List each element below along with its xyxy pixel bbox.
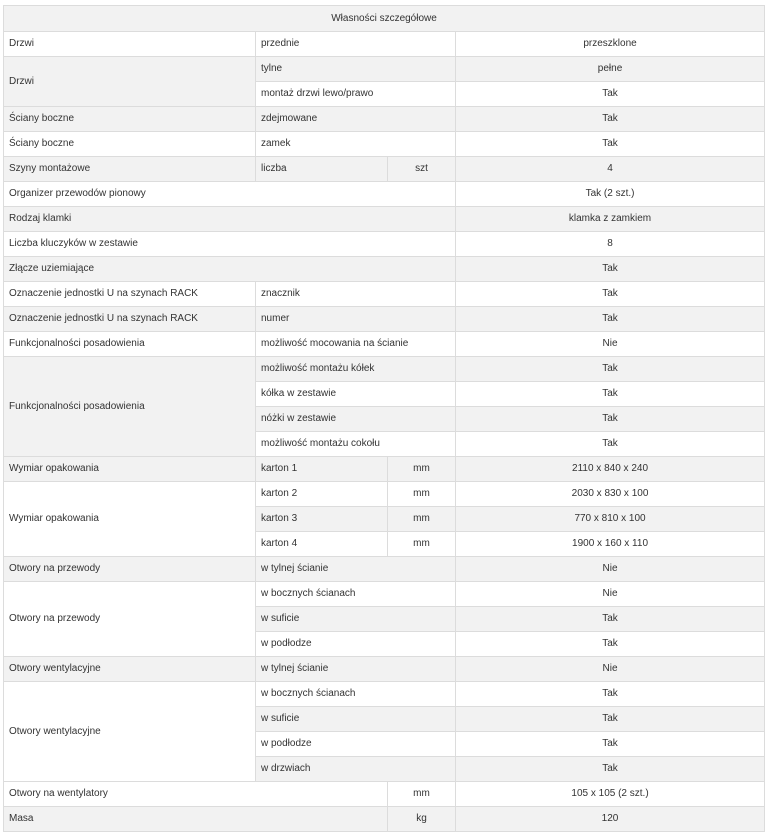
property-name: Ściany boczne — [4, 107, 256, 132]
property-value: pełne — [456, 57, 765, 82]
property-detail: w podłodze — [256, 732, 456, 757]
table-row — [4, 257, 765, 282]
property-name: Liczba kluczyków w zestawie — [4, 232, 456, 257]
property-detail: w tylnej ścianie — [256, 557, 456, 582]
property-detail: w bocznych ścianach — [256, 682, 456, 707]
property-unit: kg — [388, 807, 456, 832]
property-unit: mm — [388, 457, 456, 482]
property-detail: numer — [256, 307, 456, 332]
property-detail: możliwość montażu cokołu — [256, 432, 456, 457]
property-detail: karton 3 — [256, 507, 388, 532]
property-detail: możliwość montażu kółek — [256, 357, 456, 382]
property-value: Tak — [456, 107, 765, 132]
property-detail: montaż drzwi lewo/prawo — [256, 82, 456, 107]
table-row — [4, 107, 765, 132]
property-name: Rodzaj klamki — [4, 207, 456, 232]
table-row — [4, 357, 765, 382]
property-value: 2030 x 830 x 100 — [456, 482, 765, 507]
property-value: Tak — [456, 282, 765, 307]
table-row — [4, 307, 765, 332]
property-detail: zdejmowane — [256, 107, 456, 132]
table-row — [4, 557, 765, 582]
property-name: Organizer przewodów pionowy — [4, 182, 456, 207]
property-detail: przednie — [256, 32, 456, 57]
property-value: przeszklone — [456, 32, 765, 57]
property-detail: w tylnej ścianie — [256, 657, 456, 682]
property-value: Nie — [456, 332, 765, 357]
property-value: 120 — [456, 807, 765, 832]
property-name: Drzwi — [4, 32, 256, 57]
property-name: Funkcjonalności posadowienia — [4, 332, 256, 357]
property-value: Tak — [456, 757, 765, 782]
property-value: Tak — [456, 707, 765, 732]
property-value: Tak — [456, 607, 765, 632]
property-unit: szt — [388, 157, 456, 182]
property-value: 2110 x 840 x 240 — [456, 457, 765, 482]
table-row — [4, 132, 765, 157]
property-unit: mm — [388, 782, 456, 807]
property-name: Otwory wentylacyjne — [4, 682, 256, 782]
property-name: Funkcjonalności posadowienia — [4, 357, 256, 457]
table-row — [4, 807, 765, 832]
property-value: Nie — [456, 657, 765, 682]
property-value: 770 x 810 x 100 — [456, 507, 765, 532]
property-value: Tak — [456, 382, 765, 407]
property-value: Tak — [456, 682, 765, 707]
property-value: Tak — [456, 257, 765, 282]
table-row — [4, 482, 765, 507]
property-value: 105 x 105 (2 szt.) — [456, 782, 765, 807]
property-detail: w bocznych ścianach — [256, 582, 456, 607]
property-detail: liczba — [256, 157, 388, 182]
property-value: Tak — [456, 307, 765, 332]
property-detail: zamek — [256, 132, 456, 157]
property-detail: karton 2 — [256, 482, 388, 507]
property-detail: w podłodze — [256, 632, 456, 657]
property-unit: mm — [388, 532, 456, 557]
property-value: Tak — [456, 357, 765, 382]
property-name: Wymiar opakowania — [4, 482, 256, 557]
property-unit: mm — [388, 507, 456, 532]
property-value: 8 — [456, 232, 765, 257]
property-value: Tak — [456, 632, 765, 657]
property-value: 4 — [456, 157, 765, 182]
property-detail: karton 1 — [256, 457, 388, 482]
property-value: Tak — [456, 432, 765, 457]
property-value: Nie — [456, 557, 765, 582]
property-value: Tak (2 szt.) — [456, 182, 765, 207]
property-name: Drzwi — [4, 57, 256, 107]
table-row — [4, 457, 765, 482]
table-row — [4, 582, 765, 607]
property-value: Tak — [456, 407, 765, 432]
property-name: Otwory wentylacyjne — [4, 657, 256, 682]
specification-table — [3, 5, 765, 832]
property-name: Masa — [4, 807, 388, 832]
table-row — [4, 157, 765, 182]
property-name: Szyny montażowe — [4, 157, 256, 182]
property-detail: tylne — [256, 57, 456, 82]
property-detail: karton 4 — [256, 532, 388, 557]
property-detail: kółka w zestawie — [256, 382, 456, 407]
property-name: Otwory na przewody — [4, 582, 256, 657]
property-name: Wymiar opakowania — [4, 457, 256, 482]
property-unit: mm — [388, 482, 456, 507]
property-value: Nie — [456, 582, 765, 607]
property-value: Tak — [456, 82, 765, 107]
property-detail: w drzwiach — [256, 757, 456, 782]
property-value: 1900 x 160 x 110 — [456, 532, 765, 557]
property-name: Złącze uziemiające — [4, 257, 456, 282]
property-value: Tak — [456, 732, 765, 757]
property-name: Oznaczenie jednostki U na szynach RACK — [4, 282, 256, 307]
property-detail: w suficie — [256, 707, 456, 732]
property-name: Oznaczenie jednostki U na szynach RACK — [4, 307, 256, 332]
property-name: Ściany boczne — [4, 132, 256, 157]
property-name: Otwory na wentylatory — [4, 782, 388, 807]
property-detail: możliwość mocowania na ścianie — [256, 332, 456, 357]
property-value: Tak — [456, 132, 765, 157]
table-row — [4, 57, 765, 82]
table-title: Własności szczegółowe — [4, 6, 765, 32]
table-row — [4, 682, 765, 707]
property-detail: nóżki w zestawie — [256, 407, 456, 432]
table-row — [4, 232, 765, 257]
table-row — [4, 207, 765, 232]
property-detail: w suficie — [256, 607, 456, 632]
table-row — [4, 32, 765, 57]
table-row — [4, 332, 765, 357]
property-detail: znacznik — [256, 282, 456, 307]
property-value: klamka z zamkiem — [456, 207, 765, 232]
property-name: Otwory na przewody — [4, 557, 256, 582]
table-row — [4, 282, 765, 307]
table-row — [4, 657, 765, 682]
table-row — [4, 782, 765, 807]
table-row — [4, 182, 765, 207]
